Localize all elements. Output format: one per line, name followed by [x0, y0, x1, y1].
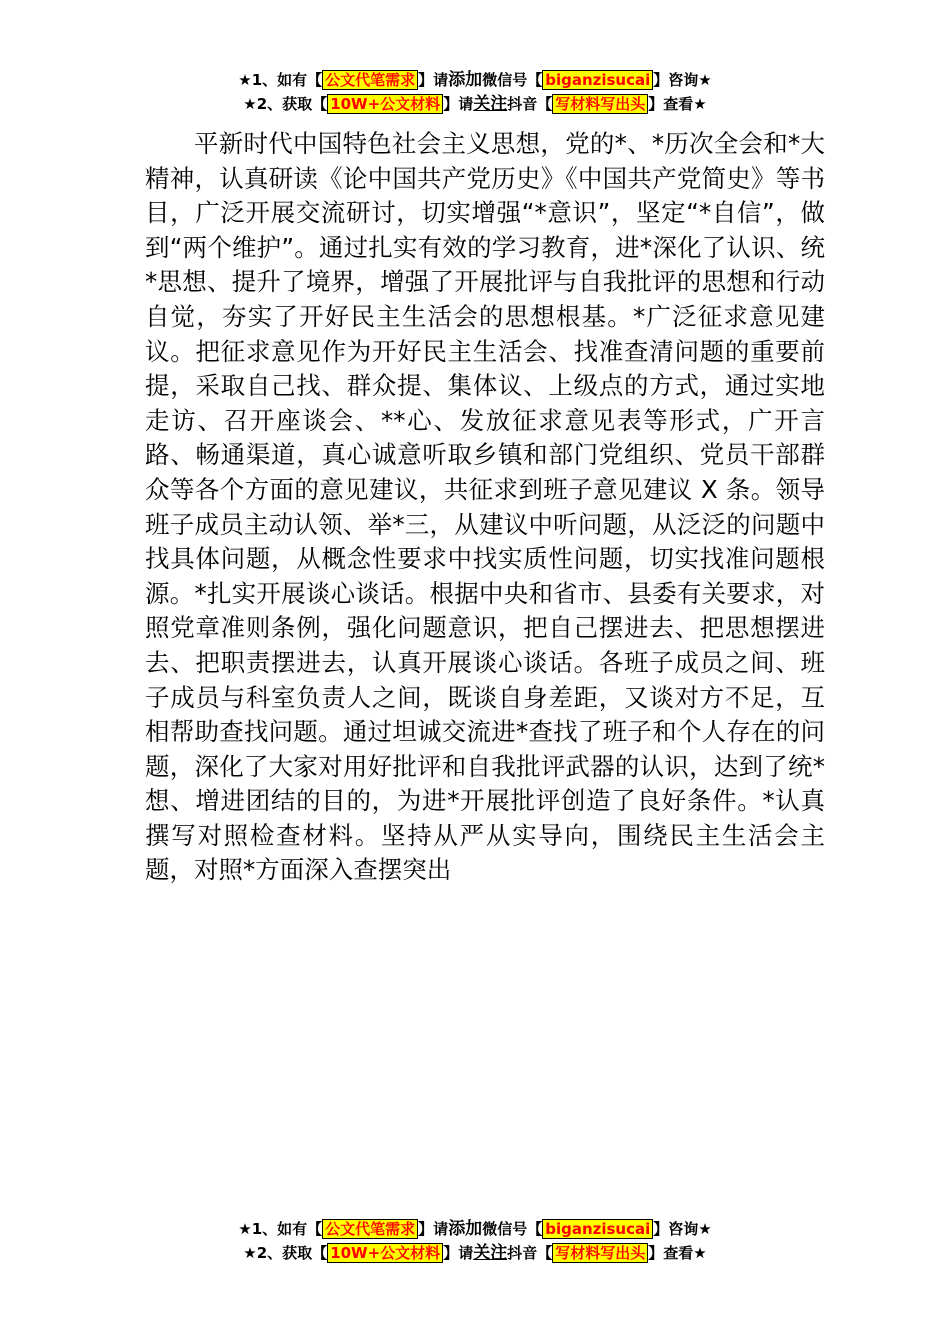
footer-banner	[0, 1217, 950, 1265]
banner-text: 微信号【	[482, 1220, 543, 1238]
banner-line-1	[0, 1217, 950, 1241]
banner-text: 添加	[448, 1219, 483, 1239]
highlight-service: 公文代笔需求	[322, 1219, 418, 1239]
banner-text: 】咨询★	[653, 71, 712, 89]
banner-text: 】查看★	[648, 95, 707, 113]
banner-line-1	[0, 68, 950, 92]
highlight-douyin: 写材料写出头	[552, 94, 648, 114]
banner-text: ★2、获取【	[243, 1244, 328, 1262]
banner-text: 关注	[473, 94, 508, 114]
banner-text: 】请	[443, 95, 474, 113]
highlight-wechat-id: biganzisucai	[542, 70, 653, 90]
highlight-wechat-id: biganzisucai	[542, 1219, 653, 1239]
banner-text: 】查看★	[648, 1244, 707, 1262]
highlight-materials: 10W+公文材料	[327, 94, 443, 114]
banner-text: 】请	[418, 1220, 449, 1238]
highlight-materials: 10W+公文材料	[327, 1243, 443, 1263]
body-paragraph: 平新时代中国特色社会主义思想，党的*、*历次全会和*大精神，认真研读《论中国共产党历史》《中国共产党简史》等书目，广泛开展交流研讨，切实增强“*意识”，坚定“*自信”，做到“两个维护”。通过扎实有效的学习教育，进*深化了认识、统*思想、提升了境界，增强了开展批评与自我批评的思想和行动自觉，夯实了开好民主生活会的思想根基。*广泛征求意见建议。把征求意见作为开好民主生活会、找准查清问题的重要前提，采取自己找、群众提、集体议、上级点的方式，通过实地走访、召开座谈会、**心、发放征求意见表等形式，广开言路、畅通渠道，真心诚意听取乡镇和部门党组织、党员干部群众等各个方面的意见建议，共征求到班子意见建议 X 条。领导班子成员主动认领、举*三，从建议中听问题，从泛泛的问题中找具体问题，从概念性要求中找实质性问题，切实找准问题根源。*扎实开展谈心谈话。根据中央和省市、县委有关要求，对照党章准则条例，强化问题意识，把自己摆进去、把思想摆进去、把职责摆进去，认真开展谈心谈话。各班子成员之间、班子成员与科室负责人之间，既谈自身差距，又谈对方不足，互相帮助查找问题。通过坦诚交流进*查找了班子和个人存在的问题，深化了大家对用好批评和自我批评武器的认识，达到了统*想、增进团结的目的，为进*开展批评创造了良好条件。*认真撰写对照检查材料。坚持从严从实导向，围绕民主生活会主题，对照*方面深入查摆突出	[145, 129, 825, 885]
banner-line-2	[0, 92, 950, 116]
banner-text: 】请	[443, 1244, 474, 1262]
banner-text: 关注	[473, 1243, 508, 1263]
banner-text: ★2、获取【	[243, 95, 328, 113]
banner-line-2	[0, 1241, 950, 1265]
header-banner	[0, 68, 950, 116]
highlight-douyin: 写材料写出头	[552, 1243, 648, 1263]
banner-text: ★1、如有【	[238, 1220, 323, 1238]
banner-text: 微信号【	[482, 71, 543, 89]
banner-text: 】咨询★	[653, 1220, 712, 1238]
highlight-service: 公文代笔需求	[322, 70, 418, 90]
banner-text: ★1、如有【	[238, 71, 323, 89]
banner-text: 抖音【	[507, 95, 553, 113]
banner-text: 】请	[418, 71, 449, 89]
banner-text: 添加	[448, 70, 483, 90]
banner-text: 抖音【	[507, 1244, 553, 1262]
